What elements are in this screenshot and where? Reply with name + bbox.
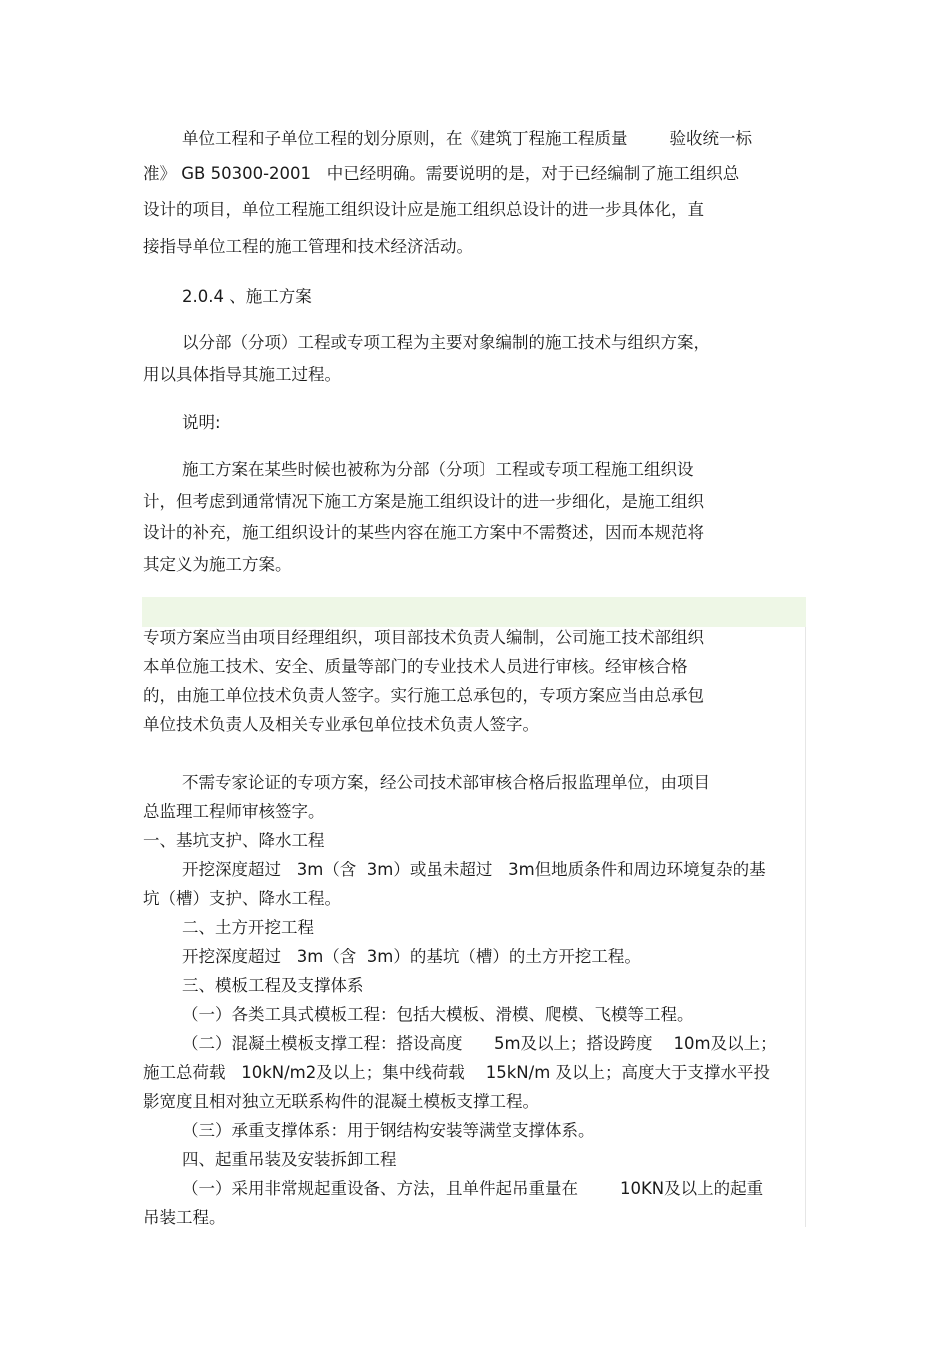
text-line: 设计的项目，单位工程施工组织设计应是施工组织总设计的进一步具体化，直 [143, 200, 704, 219]
text-line: 施工方案在某些时候也被称为分部（分项〕工程或专项工程施工组织设 [182, 460, 694, 479]
list-item: 开挖深度超过 3m（含 3m）或虽未超过 3m但地质条件和周边环境复杂的基 [182, 860, 766, 879]
list-item: （二）混凝土模板支撑工程：搭设高度 5m及以上；搭设跨度 10m及以上； [182, 1034, 777, 1053]
text-line: 准》 GB 50300-2001 中已经明确。需要说明的是，对于已经编制了施工组织总 [143, 164, 740, 183]
text-line: 总监理工程师审核签字。 [143, 802, 325, 821]
list-item: 施工总荷载 10kN/m2及以上；集中线荷载 15kN/m 及以上；高度大于支撑水平投 [143, 1063, 771, 1082]
text-line: 设计的补充，施工组织设计的某些内容在施工方案中不需赘述，因而本规范将 [143, 523, 704, 542]
list-item: 影宽度且相对独立无联系构件的混凝土模板支撑工程。 [143, 1092, 539, 1111]
list-item: （一）各类工具式模板工程：包括大模板、滑模、爬模、飞模等工程。 [182, 1005, 694, 1024]
text-line: 单位工程和子单位工程的划分原则，在《建筑丁程施工程质量 验收统一标 [182, 129, 752, 148]
highlight-band [142, 597, 806, 627]
text-line: 本单位施工技术、安全、质量等部门的专业技术人员进行审核。经审核合格 [143, 657, 688, 676]
text-line: 的，由施工单位技术负责人签字。实行施工总承包的，专项方案应当由总承包 [143, 686, 704, 705]
list-item: 坑（槽）支护、降水工程。 [143, 889, 341, 908]
list-heading: 二、土方开挖工程 [182, 918, 314, 937]
text-line: 以分部（分项）工程或专项工程为主要对象编制的施工技术与组织方案， [182, 333, 710, 352]
note-label: 说明: [182, 413, 221, 432]
text-line: 用以具体指导其施工过程。 [143, 365, 341, 384]
text-line: 计，但考虑到通常情况下施工方案是施工组织设计的进一步细化，是施工组织 [143, 492, 704, 511]
list-heading: 三、模板工程及支撑体系 [182, 976, 364, 995]
list-heading: 一、基坑支护、降水工程 [143, 831, 325, 850]
right-border-rule [805, 627, 806, 1227]
text-line: 单位技术负责人及相关专业承包单位技术负责人签字。 [143, 715, 539, 734]
text-line: 专项方案应当由项目经理组织，项目部技术负责人编制，公司施工技术部组织 [143, 628, 704, 647]
section-heading: 2.0.4 、施工方案 [182, 287, 312, 306]
list-heading: 四、起重吊装及安装拆卸工程 [182, 1150, 397, 1169]
text-line: 不需专家论证的专项方案，经公司技术部审核合格后报监理单位，由项目 [182, 773, 710, 792]
list-item: 吊装工程。 [143, 1208, 226, 1227]
text-line: 接指导单位工程的施工管理和技术经济活动。 [143, 237, 473, 256]
text-line: 其定义为施工方案。 [143, 555, 292, 574]
list-item: （一）采用非常规起重设备、方法，且单件起吊重量在 10KN及以上的起重 [182, 1179, 764, 1198]
list-item: 开挖深度超过 3m（含 3m）的基坑（槽）的土方开挖工程。 [182, 947, 641, 966]
list-item: （三）承重支撑体系：用于钢结构安装等满堂支撑体系。 [182, 1121, 595, 1140]
